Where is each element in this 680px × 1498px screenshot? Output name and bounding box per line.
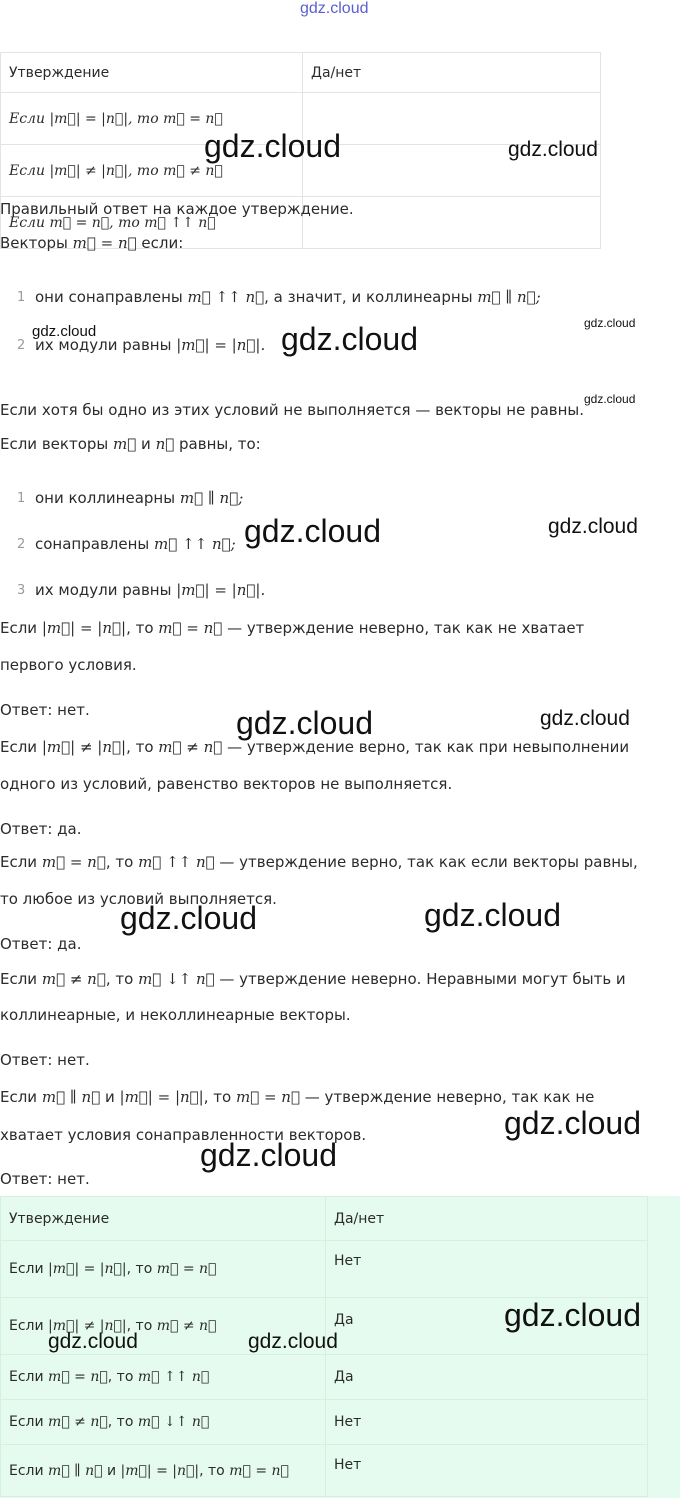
formula: m⃗ <box>113 435 137 453</box>
equality-definition <box>0 233 183 253</box>
list-item <box>35 488 243 508</box>
text: и <box>106 1462 117 1479</box>
formula: m⃗ ↑↑ n⃗; <box>154 535 236 553</box>
answer-label: Ответ: да. <box>0 820 82 838</box>
watermark: gdz.cloud <box>504 1105 641 1141</box>
statement-analysis-line2: одного из условий, равенство векторов не выполняется. <box>0 775 453 793</box>
formula: m⃗ ∥ n⃗; <box>179 489 244 507</box>
formula: m⃗ = n⃗ <box>229 1462 289 1479</box>
watermark: gdz.cloud <box>200 1137 337 1173</box>
list-item <box>35 580 265 600</box>
text: их модули равны <box>35 581 172 599</box>
table-header-yesno: Да/нет <box>303 53 601 93</box>
list-number: 1 <box>17 290 26 305</box>
table-row <box>1 1241 648 1298</box>
list-item <box>35 534 236 554</box>
table-cell-answer: Нет <box>326 1445 648 1497</box>
formula: m⃗ = n⃗ <box>48 1369 108 1385</box>
table-row: Если |m⃗| ≠ |n⃗|, то m⃗ ≠ n⃗ <box>1 145 303 197</box>
watermark: gdz.cloud <box>424 897 561 933</box>
text: , то <box>126 619 154 637</box>
list-number: 2 <box>17 338 26 353</box>
text: равны, то: <box>179 435 261 453</box>
list-number: 1 <box>17 491 26 506</box>
text: сонаправлены <box>35 535 150 553</box>
answer-label: Ответ: нет. <box>0 1051 90 1069</box>
text: Если <box>9 1414 44 1430</box>
table-cell-answer: Нет <box>326 1241 648 1298</box>
formula: m⃗ ↓↑ n⃗ <box>137 1414 210 1430</box>
statement-analysis <box>0 852 638 872</box>
text: , то <box>126 1318 153 1334</box>
text: если: <box>141 234 184 252</box>
text: — утверждение верно, так как при невыполнении <box>222 738 630 756</box>
watermark: gdz.cloud <box>540 707 630 730</box>
text: Если <box>9 1261 44 1277</box>
text: , то <box>126 1261 153 1277</box>
text: Если <box>9 1369 44 1385</box>
text: , то <box>105 970 134 988</box>
watermark: gdz.cloud <box>120 900 257 936</box>
text: Векторы <box>0 234 68 252</box>
answer-label: Ответ: нет. <box>0 701 90 719</box>
text: Если <box>0 619 38 637</box>
formula: |m⃗| = |n⃗| <box>120 1462 200 1479</box>
statement-analysis <box>0 969 626 989</box>
watermark: gdz.cloud <box>48 1330 138 1353</box>
text: Если <box>0 1088 38 1106</box>
text: — утверждение неверно, так как не хватает <box>222 619 585 637</box>
formula: m⃗ ≠ n⃗ <box>48 1414 108 1430</box>
formula: |m⃗| = |n⃗| <box>119 1088 204 1106</box>
table-row <box>1 1445 648 1497</box>
text: , то <box>107 1414 134 1430</box>
text: , то <box>107 1369 134 1385</box>
table-cell-answer: Да <box>326 1298 648 1355</box>
table-header-statement: Утверждение <box>1 53 303 93</box>
formula: m⃗ ∥ n⃗ <box>48 1462 103 1479</box>
formula: m⃗ ∥ n⃗ <box>41 1088 101 1106</box>
formula: m⃗ ↓↑ n⃗ <box>138 970 215 988</box>
text: и <box>104 1088 115 1106</box>
statement-analysis-line2: коллинеарные, и неколлинеарные векторы. <box>0 1006 351 1024</box>
formula: m⃗ ↑↑ n⃗ <box>137 1369 210 1385</box>
formula: m⃗ = n⃗ <box>72 234 137 252</box>
watermark: gdz.cloud <box>508 138 598 161</box>
formula: n⃗ <box>155 435 175 453</box>
statement-analysis-line2: то любое из условий выполняется. <box>0 890 277 908</box>
formula: m⃗ ≠ n⃗ <box>156 1318 217 1334</box>
watermark: gdz.cloud <box>236 705 373 741</box>
list-number: 2 <box>17 537 26 552</box>
text: , то <box>199 1462 225 1479</box>
list-item <box>35 287 541 307</box>
text: Если <box>9 1318 44 1334</box>
text: — утверждение верно, так как если векторы равны, <box>214 853 638 871</box>
text: Если <box>0 853 38 871</box>
watermark: gdz.cloud <box>248 1330 338 1353</box>
table-header-yesno: Да/нет <box>326 1197 648 1241</box>
table-cell-answer: Да <box>326 1355 648 1400</box>
table-cell-answer <box>303 93 601 145</box>
table-row <box>1 1355 648 1400</box>
table-cell-statement <box>1 1241 326 1298</box>
statement-analysis <box>0 1087 594 1107</box>
table-row: Если |m⃗| = |n⃗|, то m⃗ = n⃗ <box>1 93 303 145</box>
formula: |m⃗| = |n⃗| <box>41 619 127 637</box>
not-equal-note: Если хотя бы одно из этих условий не выполняется — векторы не равны. <box>0 401 585 419</box>
formula: m⃗ ↑↑ n⃗ <box>187 288 265 306</box>
formula: m⃗ = n⃗ <box>41 853 106 871</box>
table-cell-statement <box>1 1400 326 1445</box>
text: Если <box>0 738 38 756</box>
watermark: gdz.cloud <box>548 515 638 538</box>
text: Если <box>0 970 38 988</box>
text: — утверждение неверно, так как не <box>299 1088 595 1106</box>
formula: m⃗ = n⃗ <box>158 619 223 637</box>
formula: m⃗ ≠ n⃗ <box>158 738 223 756</box>
watermark: gdz.cloud <box>281 321 418 357</box>
text: они коллинеарны <box>35 489 176 507</box>
watermark: gdz.cloud <box>32 323 97 340</box>
watermark: gdz.cloud <box>584 316 636 330</box>
answer-label: Ответ: нет. <box>0 1170 90 1188</box>
watermark: gdz.cloud <box>584 392 636 406</box>
table-cell-answer: Нет <box>326 1400 648 1445</box>
table-header-statement: Утверждение <box>1 1197 326 1241</box>
text: и <box>141 435 151 453</box>
statement-analysis <box>0 618 584 638</box>
watermark: gdz.cloud <box>244 513 381 549</box>
formula: |m⃗| = |n⃗|. <box>176 336 266 354</box>
text: , то <box>203 1088 232 1106</box>
formula: |m⃗| = |n⃗| <box>48 1261 127 1277</box>
watermark: gdz.cloud <box>204 128 341 164</box>
formula: |m⃗| ≠ |n⃗| <box>41 738 127 756</box>
table-row <box>1 1400 648 1445</box>
watermark: gdz.cloud <box>504 1297 641 1333</box>
formula: |m⃗| ≠ |n⃗| <box>48 1318 127 1334</box>
formula: |m⃗| = |n⃗|. <box>176 581 266 599</box>
table-cell-statement <box>1 1445 326 1497</box>
text: их модули равны <box>35 336 172 354</box>
if-equal-intro <box>0 434 261 454</box>
solution-intro: Правильный ответ на каждое утверждение. <box>0 200 354 218</box>
text: , то <box>126 738 154 756</box>
formula: m⃗ ≠ n⃗ <box>41 970 106 988</box>
table-cell-statement <box>1 1355 326 1400</box>
statement-analysis-line2: хватает условия сонаправленности векторов. <box>0 1126 367 1144</box>
table-row: Если m⃗ = n⃗, то m⃗ ↑↑ n⃗ <box>1 197 303 249</box>
text: они сонаправлены <box>35 288 183 306</box>
text: , то <box>105 853 134 871</box>
formula: m⃗ = n⃗ <box>235 1088 300 1106</box>
statement-analysis-line2: первого условия. <box>0 656 137 674</box>
formula: m⃗ ∥ n⃗; <box>477 288 541 306</box>
text: Если векторы <box>0 435 109 453</box>
list-number: 3 <box>17 583 26 598</box>
formula: m⃗ = n⃗ <box>156 1261 217 1277</box>
text: — утверждение неверно. Неравными могут быть и <box>214 970 626 988</box>
header-watermark: gdz.cloud <box>300 0 369 17</box>
text: , а значит, и коллинеарны <box>264 288 473 306</box>
answer-label: Ответ: да. <box>0 935 82 953</box>
formula: m⃗ ↑↑ n⃗ <box>138 853 215 871</box>
text: Если <box>9 1462 44 1479</box>
